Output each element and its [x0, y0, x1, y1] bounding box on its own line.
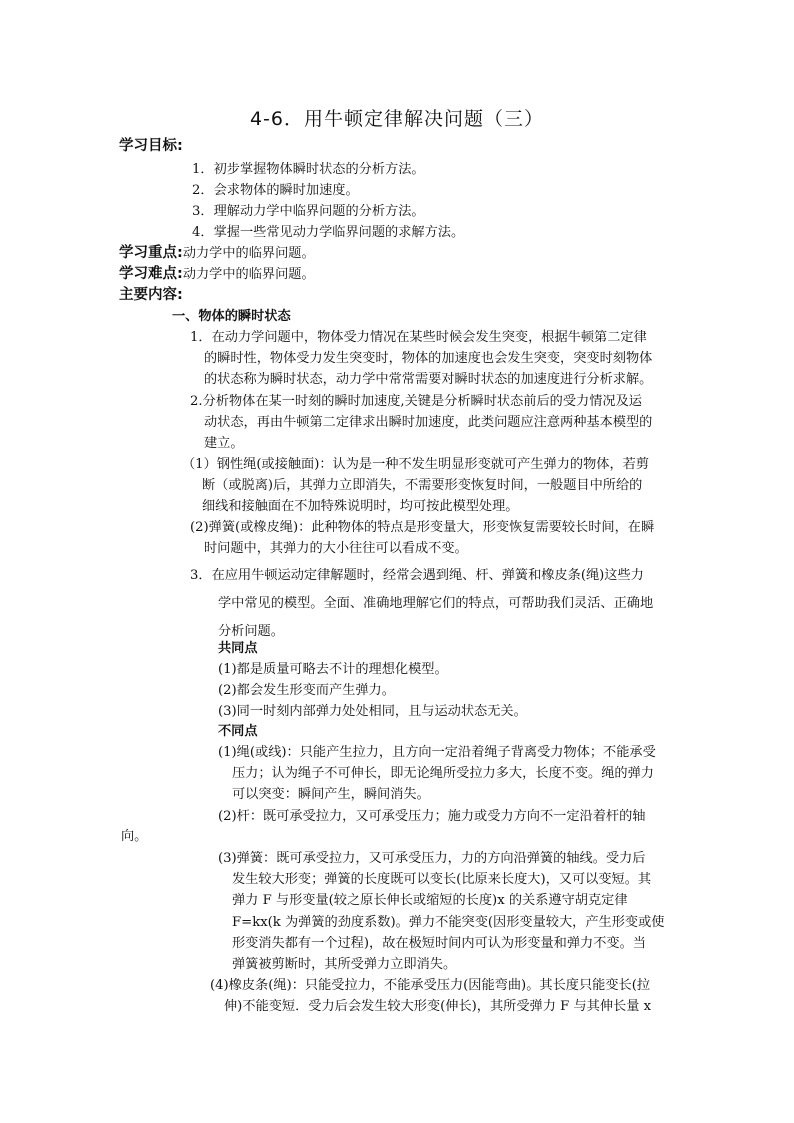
diff-spring — [218, 848, 665, 975]
paragraph-line: 时问题中，其弹力的大小往往可以看成不变。 — [204, 541, 468, 557]
paragraph-line: 建立。 — [204, 436, 244, 452]
section-heading: 一、物体的瞬时状态 — [172, 309, 291, 324]
diff-heading: 不同点 — [218, 724, 258, 739]
paragraph-line: 动状态，再由牛顿第二定律求出瞬时加速度，此类问题应注意两种基本模型的 — [204, 415, 653, 431]
paragraph-line: (2)弹簧(或橡皮绳)：此种物体的特点是形变量大，形变恢复需要较长时间，在瞬 — [190, 520, 655, 535]
paragraph-3 — [190, 562, 653, 646]
paragraph-line: 的状态称为瞬时状态，动力学中常常需要对瞬时状态的加速度进行分析求解。 — [204, 372, 653, 388]
paragraph-line: 3．在应用牛顿运动定律解题时，经常会遇到绳、杆、弹簧和橡皮条(绳)这些力 — [190, 568, 644, 583]
diff-rubber — [210, 975, 651, 1017]
focus-heading: 学习重点: — [119, 245, 183, 261]
paragraph-line: 弹力 F 与形变量(较之原长伸长或缩短的长度)x 的关系遵守胡克定律 — [232, 893, 628, 909]
common-item: (3)同一时刻内部弹力处处相同，且与运动状态无关。 — [218, 704, 527, 719]
paragraph-line: 分析问题。 — [218, 624, 284, 639]
paragraph-line: F=kx(k 为弹簧的劲度系数)。弹力不能突变(因形变量较大，产生形变或使 — [232, 914, 665, 930]
paragraph-2 — [190, 391, 652, 455]
paragraph-line: (4)橡皮条(绳)：只能受拉力，不能承受压力(因能弯曲)。其长度只能变长(拉 — [210, 978, 651, 993]
model-1 — [182, 454, 649, 518]
diff-rope — [218, 742, 656, 806]
paragraph-line: 压力；认为绳子不可伸长，即无论绳所受拉力多大，长度不变。绳的弹力 — [232, 766, 654, 782]
paragraph-line: 可以突变：瞬间产生，瞬间消失。 — [232, 787, 430, 803]
diff-rod-line: (2)杆：既可承受拉力，又可承受压力；施力或受力方向不一定沿着杆的轴 — [218, 809, 646, 824]
objective-item: 2．会求物体的瞬时加速度。 — [192, 183, 359, 198]
objective-item: 3．理解动力学中临界问题的分析方法。 — [192, 204, 425, 219]
focus-text: 动力学中的临界问题。 — [182, 246, 315, 261]
focus-row — [119, 243, 315, 264]
paragraph-line: 发生较大形变；弹簧的长度既可以变长(比原来长度大)，又可以变短。其 — [232, 872, 652, 888]
paragraph-line: 2.分析物体在某一时刻的瞬时加速度,关键是分析瞬时状态前后的受力情况及运 — [190, 394, 642, 409]
paragraph-line: (3)弹簧：既可承受拉力，又可承受压力，力的方向沿弹簧的轴线。受力后 — [218, 851, 646, 866]
difficulty-text: 动力学中的临界问题。 — [182, 267, 315, 282]
objectives-heading: 学习目标: — [119, 138, 183, 154]
paragraph-line: 的瞬时性，物体受力发生突变时，物体的加速度也会发生突变，突变时刻物体 — [204, 351, 653, 367]
paragraph-line: 断（或脱离)后，其弹力立即消失，不需要形变恢复时间，一般题目中所给的 — [202, 478, 643, 494]
page-title: 4-6．用牛顿定律解决问题（三） — [249, 108, 545, 130]
common-heading: 共同点 — [218, 641, 258, 656]
paragraph-line: 形变消失都有一个过程)，故在极短时间内可认为形变量和弹力不变。当 — [232, 935, 646, 951]
common-item: (2)都会发生形变而产生弹力。 — [218, 683, 395, 698]
objective-item: 4．掌握一些常见动力学临界问题的求解方法。 — [192, 225, 465, 240]
objective-item: 1．初步掌握物体瞬时状态的分析方法。 — [192, 162, 425, 177]
model-2 — [190, 517, 654, 559]
paragraph-line: 细线和接触面在不加特殊说明时，均可按此模型处理。 — [202, 499, 519, 515]
diff-rod-line: 向。 — [121, 829, 148, 844]
difficulty-heading: 学习难点: — [119, 266, 183, 282]
common-item: (1)都是质量可略去不计的理想化模型。 — [218, 662, 448, 677]
paragraph-line: 弹簧被剪断时，其所受弹力立即消失。 — [232, 957, 457, 973]
content-heading: 主要内容: — [119, 287, 183, 303]
paragraph-line: （1）钢性绳(或接触面)：认为是一种不发生明显形变就可产生弹力的物体，若剪 — [182, 457, 650, 472]
paragraph-line: (1)绳(或线)：只能产生拉力，且方向一定沿着绳子背离受力物体；不能承受 — [218, 745, 656, 760]
paragraph-line: 伸)不能变短．受力后会发生较大形变(伸长)，其所受弹力 F 与其伸长量 x — [224, 999, 652, 1015]
paragraph-line: 学中常见的模型。全面、准确地理解它们的特点，可帮助我们灵活、正确地 — [218, 596, 654, 611]
difficulty-row — [119, 264, 315, 285]
paragraph-1 — [190, 327, 652, 391]
paragraph-line: 1．在动力学问题中，物体受力情况在某些时候会发生突变，根据牛顿第二定律 — [190, 330, 647, 345]
